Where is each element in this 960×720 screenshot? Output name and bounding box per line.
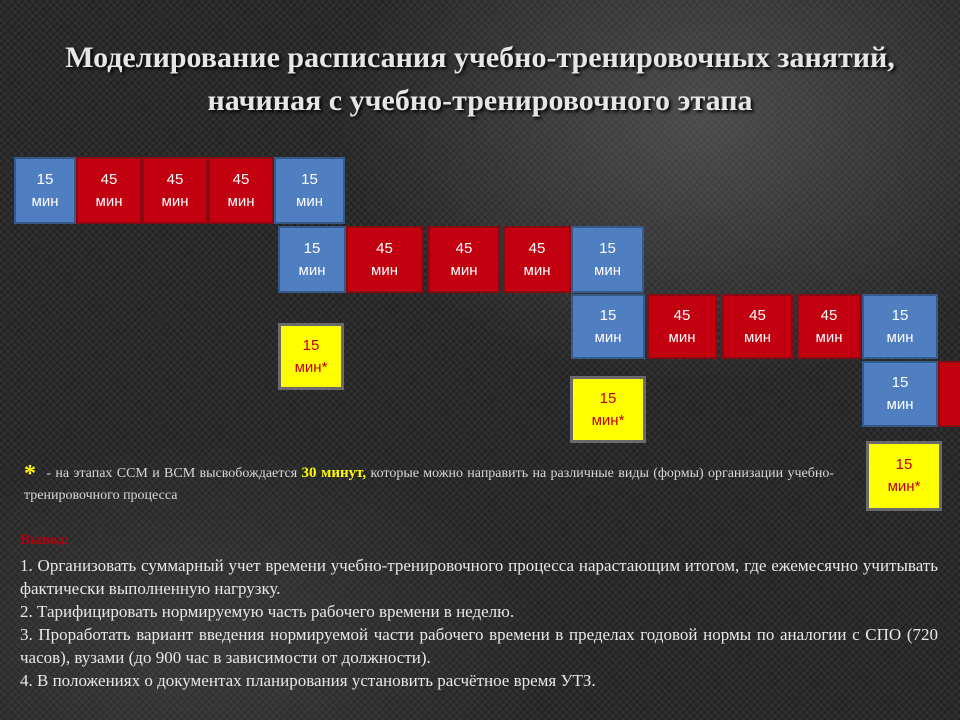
block-unit: мин xyxy=(594,261,621,279)
conclusion-list xyxy=(20,554,938,692)
schedule-block-row1-4 xyxy=(208,157,274,224)
conclusion-item-4: 4. В положениях о документах планирования установить расчётное время УТЗ. xyxy=(20,671,596,690)
block-unit: мин xyxy=(31,192,59,210)
freed-minutes: 15 xyxy=(302,336,320,354)
schedule-block-row3-3 xyxy=(722,294,793,359)
footnote-text-after: которые можно направить на различные виды (формы) организации учебно- тренировочного процесса xyxy=(24,466,835,503)
block-minutes: 45 xyxy=(528,239,546,257)
block-unit: мин xyxy=(161,192,189,210)
schedule-block-row1-3 xyxy=(142,157,208,224)
schedule-block-row1-1 xyxy=(14,157,76,224)
asterisk-icon: * xyxy=(24,461,36,487)
block-minutes: 45 xyxy=(232,170,250,188)
freed-unit: мин* xyxy=(294,358,328,376)
freed-time-block-2 xyxy=(570,376,646,443)
block-unit: мин xyxy=(886,328,914,346)
block-minutes: 45 xyxy=(673,306,691,324)
conclusion-item-1: 1. Организовать суммарный учет времени учебно-тренировочного процесса нарастающим итогом, где ежемесячно учитывать фактически выполненную нагрузку. xyxy=(20,556,938,598)
block-minutes: 15 xyxy=(599,239,616,257)
block-unit: мин xyxy=(668,328,696,346)
freed-unit: мин* xyxy=(887,478,921,495)
block-minutes: 45 xyxy=(100,170,118,188)
schedule-block-row4-2 xyxy=(938,361,960,427)
freed-time-block-1 xyxy=(278,323,344,390)
block-minutes: 45 xyxy=(749,306,766,324)
schedule-block-row2-2 xyxy=(346,226,423,293)
schedule-block-row3-4 xyxy=(797,294,861,359)
block-minutes: 45 xyxy=(455,239,473,257)
block-minutes: 15 xyxy=(303,239,321,257)
block-unit: мин xyxy=(523,261,551,279)
block-unit: мин xyxy=(450,261,478,279)
page-title: Моделирование расписания учебно-тренировочных занятий, начиная с учебно-тренировочного этапа xyxy=(65,41,895,117)
schedule-block-row2-4 xyxy=(503,226,571,293)
freed-minutes: 15 xyxy=(895,456,913,473)
block-minutes: 15 xyxy=(599,306,617,324)
block-unit: мин xyxy=(298,261,326,279)
block-minutes: 15 xyxy=(36,170,54,188)
block-unit: мин xyxy=(95,192,123,210)
schedule-block-row3-5 xyxy=(862,294,938,359)
block-minutes: 15 xyxy=(891,374,909,391)
block-unit: мин xyxy=(371,261,398,279)
freed-time-block-3 xyxy=(866,441,942,511)
block-unit: мин xyxy=(815,328,843,346)
conclusion-heading: Вывод: xyxy=(20,532,70,548)
block-minutes: 15 xyxy=(301,170,318,188)
schedule-block-row3-1 xyxy=(571,294,645,359)
schedule-block-row1-2 xyxy=(76,157,142,224)
block-unit: мин xyxy=(227,192,255,210)
block-unit: мин xyxy=(744,328,771,346)
schedule-block-row2-5 xyxy=(571,226,644,293)
block-minutes: 45 xyxy=(166,170,184,188)
footnote-highlight: 30 минут, xyxy=(301,465,367,481)
conclusion-item-3: 3. Проработать вариант введения нормируемой части рабочего времени в пределах годовой нормы по аналогии с СПО (720 часов), вузами (до 900 час в зависимости от должности). xyxy=(20,625,938,667)
footnote xyxy=(24,462,834,507)
freed-minutes: 15 xyxy=(599,389,617,407)
block-minutes: 45 xyxy=(376,239,393,257)
schedule-block-row2-1 xyxy=(278,226,346,293)
block-minutes: 45 xyxy=(820,306,838,324)
block-minutes: 15 xyxy=(891,306,909,324)
conclusion-item-2: 2. Тарифицировать нормируемую часть рабочего времени в неделю. xyxy=(20,602,515,621)
schedule-block-row2-3 xyxy=(428,226,500,293)
freed-unit: мин* xyxy=(591,411,625,429)
block-unit: мин xyxy=(594,328,622,346)
schedule-block-row1-5 xyxy=(274,157,345,224)
footnote-text-before: - на этапах ССМ и ВСМ высвобождается xyxy=(42,466,302,481)
block-unit: мин xyxy=(296,192,323,210)
schedule-block-row3-2 xyxy=(647,294,717,359)
schedule-block-row4-1 xyxy=(862,361,938,427)
block-unit: мин xyxy=(886,396,914,413)
